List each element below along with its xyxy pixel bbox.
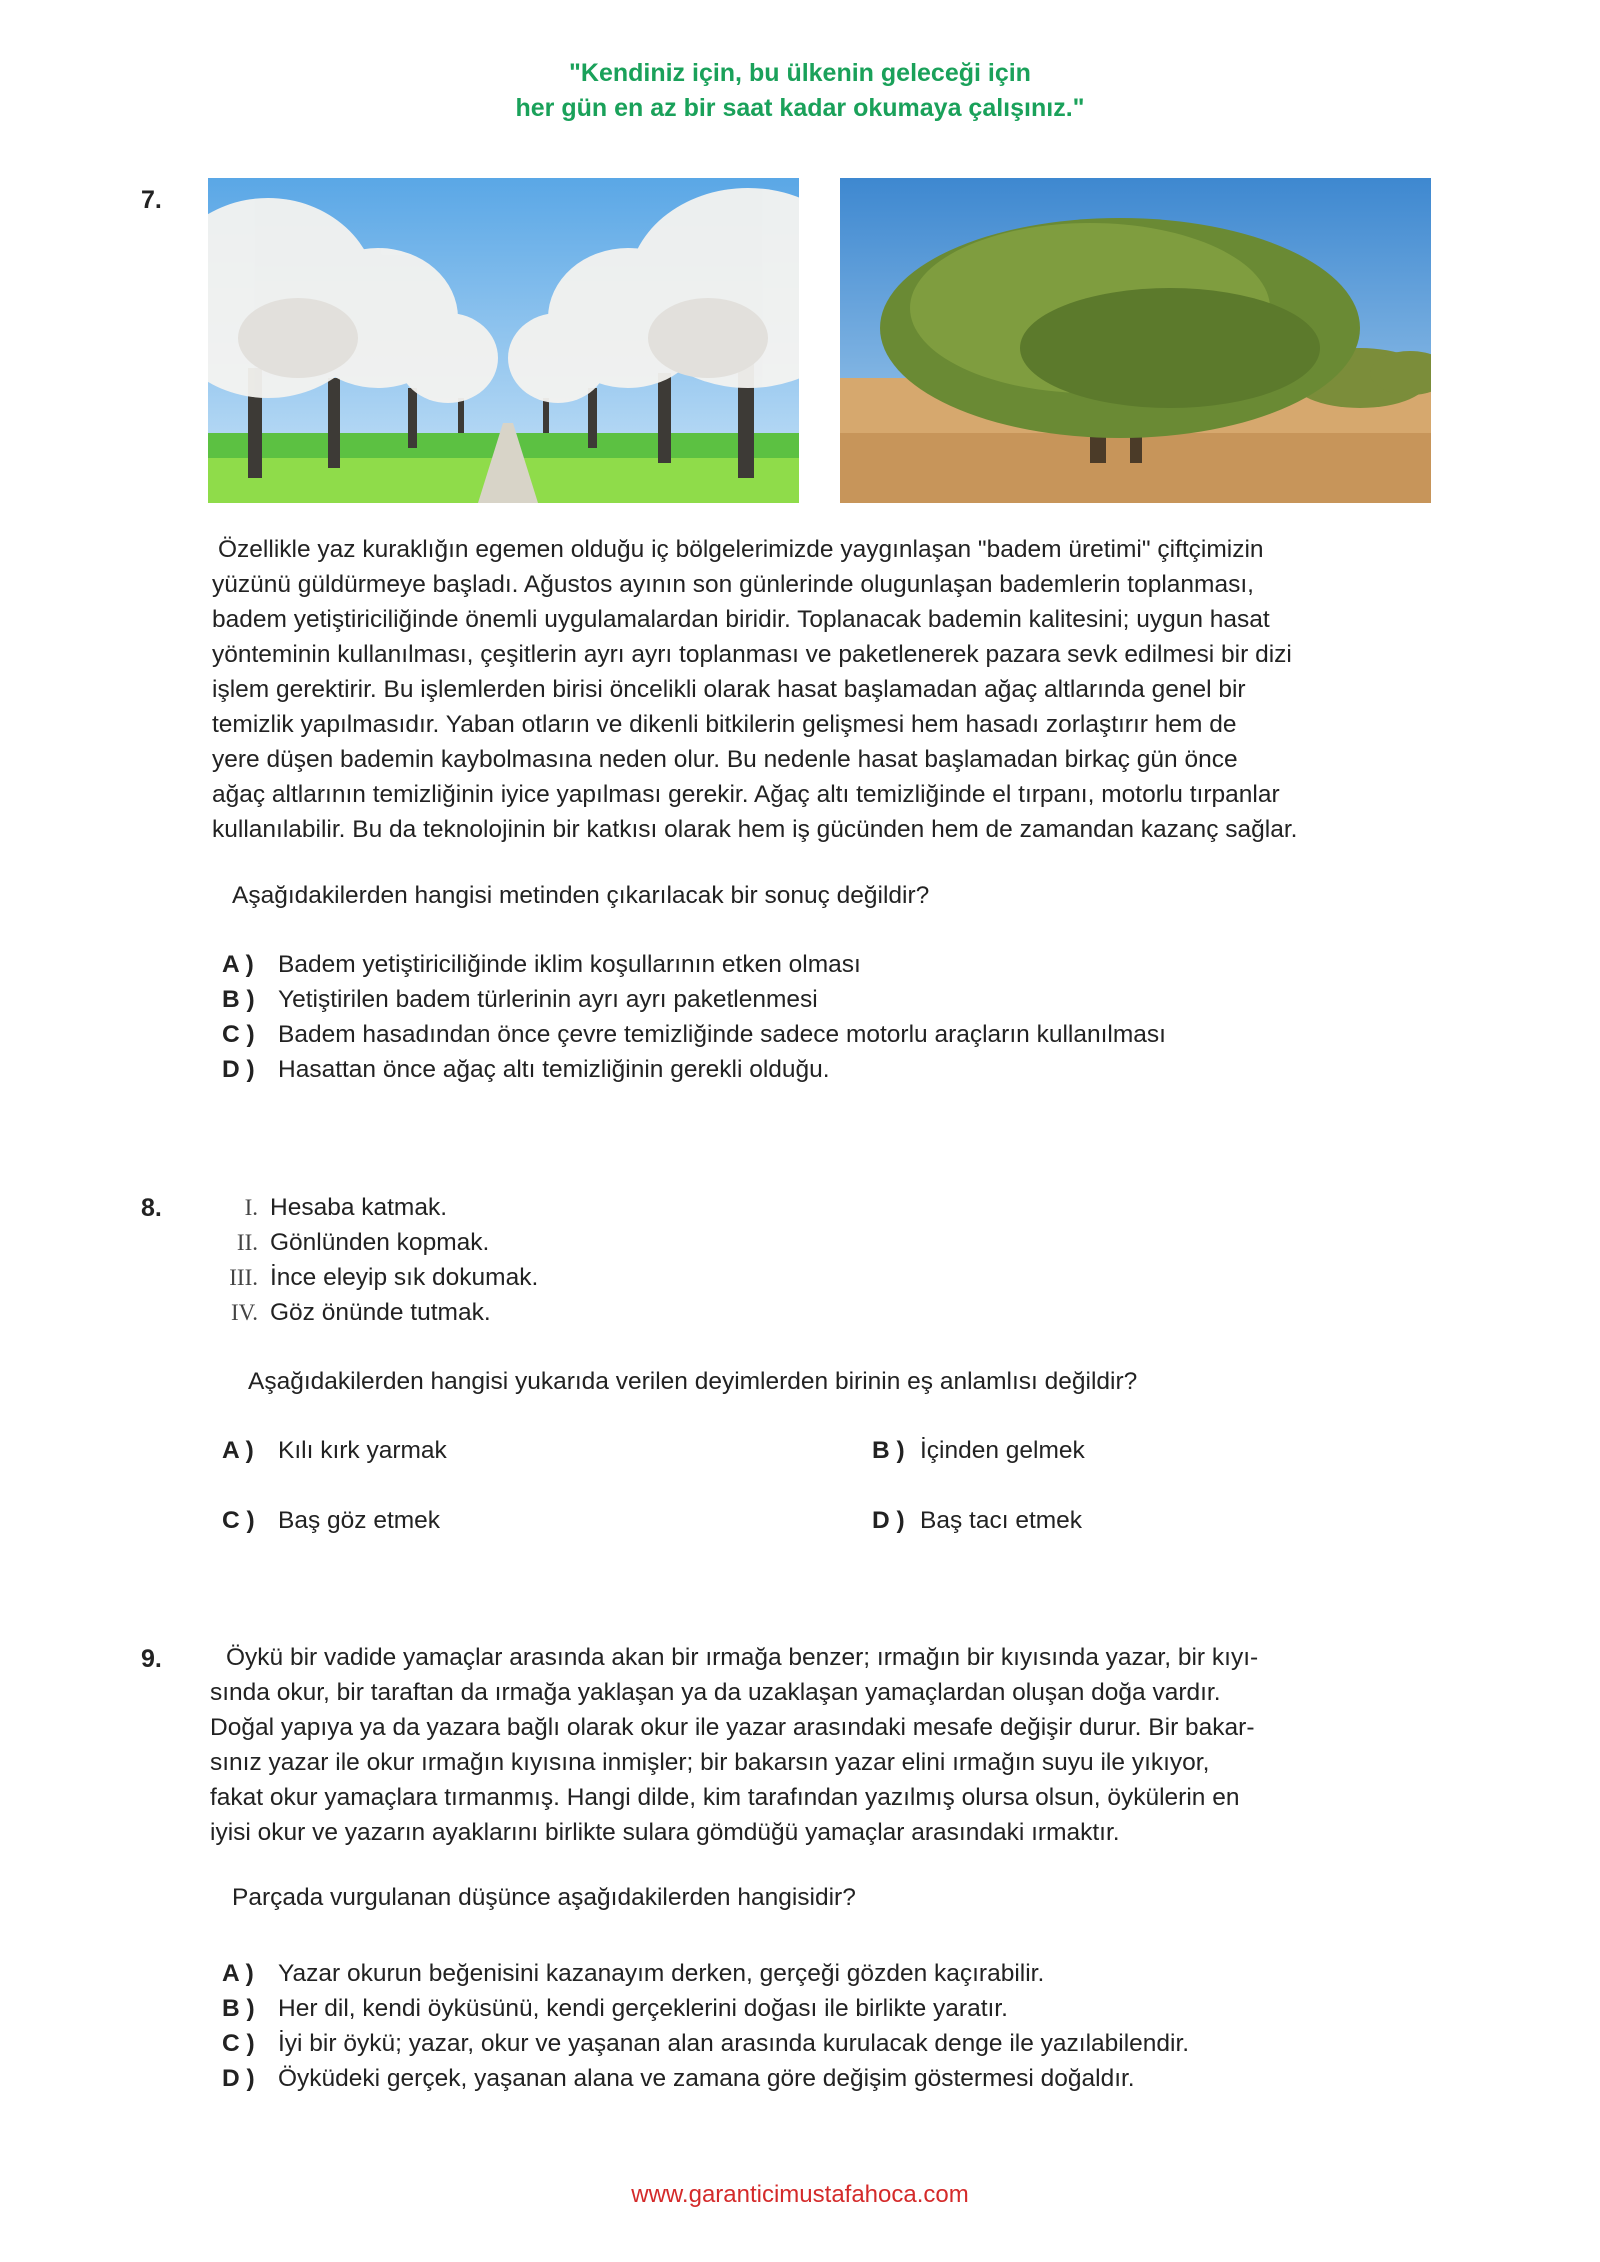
- passage-line: yüzünü güldürmeye başladı. Ağustos ayının son günlerinde olugunlaşan bademlerin toplanması,: [212, 571, 1254, 598]
- header-quote: [0, 56, 1600, 126]
- passage-line: Öykü bir vadide yamaçlar arasında akan bir ırmağa benzer; ırmağın bir kıyısında yazar, bir kıyı-: [226, 1644, 1259, 1671]
- option-text: Hasattan önce ağaç altı temizliğinin gerekli olduğu.: [278, 1056, 830, 1083]
- passage-line: temizlik yapılmasıdır. Yaban otların ve dikenli bitkilerin gelişmesi hem hasadı zorlaştırır hem de: [212, 711, 1237, 738]
- option-c[interactable]: [222, 1503, 440, 1538]
- idiom-text: Gönlünden kopmak.: [270, 1229, 490, 1256]
- question-8-number: 8.: [141, 1194, 162, 1222]
- question-7-passage: [212, 532, 1297, 847]
- roman-numeral: I.: [244, 1195, 258, 1220]
- option-letter: C ): [222, 1507, 255, 1534]
- idiom-item: [206, 1190, 538, 1225]
- passage-line: sında okur, bir taraftan da ırmağa yaklaşan ya da uzaklaşan yamaçlardan oluşan doğa vardır.: [210, 1679, 1221, 1706]
- option-text: Baş tacı etmek: [920, 1507, 1083, 1534]
- option-text: Badem yetiştiriciliğinde iklim koşullarının etken olması: [278, 951, 861, 978]
- question-9-number: 9.: [141, 1645, 162, 1673]
- option-letter: C ): [222, 1021, 255, 1048]
- option-text: Kılı kırk yarmak: [278, 1437, 447, 1464]
- question-7-number: 7.: [141, 186, 162, 214]
- option-letter: D ): [872, 1507, 905, 1534]
- option-d[interactable]: [222, 1052, 1166, 1087]
- option-text: Baş göz etmek: [278, 1507, 441, 1534]
- question-8-idiom-list: [206, 1190, 538, 1330]
- option-a[interactable]: [222, 1956, 1189, 1991]
- option-text: Badem hasadından önce çevre temizliğinde sadece motorlu araçların kullanılması: [278, 1021, 1166, 1048]
- option-letter: B ): [872, 1437, 905, 1464]
- option-letter: A ): [222, 951, 254, 978]
- option-b[interactable]: [222, 982, 1166, 1017]
- idiom-text: İnce eleyip sık dokumak.: [270, 1264, 539, 1291]
- idiom-item: [206, 1295, 538, 1330]
- passage-line: Özellikle yaz kuraklığın egemen olduğu iç bölgelerimizde yaygınlaşan "badem üretimi" çiftçimizin: [218, 536, 1264, 563]
- option-text: Yetiştirilen badem türlerinin ayrı ayrı paketlenmesi: [278, 986, 818, 1013]
- question-9-prompt: Parçada vurgulanan düşünce aşağıdakilerden hangisidir?: [232, 1884, 856, 1911]
- header-line-2: her gün en az bir saat kadar okumaya çalışınız.": [515, 94, 1085, 122]
- idiom-text: Göz önünde tutmak.: [270, 1299, 491, 1326]
- option-d[interactable]: [222, 2061, 1189, 2096]
- option-b[interactable]: [872, 1433, 1085, 1468]
- roman-numeral: II.: [236, 1230, 258, 1255]
- passage-line: sınız yazar ile okur ırmağın kıyısına inmişler; bir bakarsın yazar elini ırmağın suyu ile yıkıyor,: [210, 1749, 1210, 1776]
- option-b[interactable]: [222, 1991, 1189, 2026]
- question-7-options: [222, 947, 1166, 1087]
- passage-line: işlem gerektirir. Bu işlemlerden birisi öncelikli olarak hasat başlamadan ağaç altlarında genel bir: [212, 676, 1246, 703]
- option-a[interactable]: [222, 947, 1166, 982]
- roman-numeral: IV.: [230, 1300, 258, 1325]
- passage-line: yere düşen bademin kaybolmasına neden olur. Bu nedenle hasat başlamadan birkaç gün önce: [212, 746, 1238, 773]
- footer-website-link[interactable]: www.garanticimustafahoca.com: [631, 2181, 969, 2208]
- passage-line: yönteminin kullanılması, çeşitlerin ayrı ayrı toplanması ve paketlenerek pazara sevk edilmesi bir dizi: [212, 641, 1292, 668]
- option-text: Her dil, kendi öyküsünü, kendi gerçeklerini doğası ile birlikte yaratır.: [278, 1995, 1008, 2022]
- option-c[interactable]: [222, 1017, 1166, 1052]
- option-text: Öyküdeki gerçek, yaşanan alana ve zamana göre değişim göstermesi doğaldır.: [278, 2065, 1135, 2092]
- option-c[interactable]: [222, 2026, 1189, 2061]
- option-letter: D ): [222, 1056, 255, 1083]
- almond-orchard-blossom-photo: [208, 178, 799, 503]
- option-a[interactable]: [222, 1433, 447, 1468]
- passage-line: fakat okur yamaçlara tırmanmış. Hangi dilde, kim tarafından yazılmış olursa olsun, öykülerin en: [210, 1784, 1240, 1811]
- option-text: İyi bir öykü; yazar, okur ve yaşanan alan arasında kurulacak denge ile yazılabilendir.: [278, 2030, 1190, 2057]
- option-text: İçinden gelmek: [920, 1437, 1085, 1464]
- idiom-item: [206, 1225, 538, 1260]
- option-letter: D ): [222, 2065, 255, 2092]
- option-letter: B ): [222, 986, 255, 1013]
- passage-line: badem yetiştiriciliğinde önemli uygulamalardan biridir. Toplanacak bademin kalitesini; uygun hasat: [212, 606, 1270, 633]
- option-letter: A ): [222, 1437, 254, 1464]
- option-letter: C ): [222, 2030, 255, 2057]
- roman-numeral: III.: [229, 1265, 258, 1290]
- idiom-item: [206, 1260, 538, 1295]
- idiom-text: Hesaba katmak.: [270, 1194, 448, 1221]
- option-letter: B ): [222, 1995, 255, 2022]
- passage-line: ağaç altlarının temizliğinin iyice yapılması gerekir. Ağaç altı temizliğinde el tırpanı, motorlu tırpanlar: [212, 781, 1280, 808]
- question-9-options: [222, 1956, 1189, 2096]
- option-d[interactable]: [872, 1503, 1082, 1538]
- question-7-prompt: Aşağıdakilerden hangisi metinden çıkarılacak bir sonuç değildir?: [232, 882, 930, 909]
- option-letter: A ): [222, 1960, 254, 1987]
- option-text: Yazar okurun beğenisini kazanayım derken, gerçeği gözden kaçırabilir.: [278, 1960, 1045, 1987]
- almond-tree-field-photo: [840, 178, 1431, 503]
- question-8-prompt: Aşağıdakilerden hangisi yukarıda verilen deyimlerden birinin eş anlamlısı değildir?: [248, 1368, 1138, 1395]
- passage-line: Doğal yapıya ya da yazara bağlı olarak okur ile yazar arasındaki mesafe değişir durur. Bir bakar-: [210, 1714, 1255, 1741]
- passage-line: kullanılabilir. Bu da teknolojinin bir katkısı olarak hem iş gücünden hem de zamandan kazanç sağlar.: [212, 816, 1298, 843]
- header-line-1: "Kendiniz için, bu ülkenin geleceği için: [569, 59, 1031, 87]
- passage-line: iyisi okur ve yazarın ayaklarını birlikte sulara gömdüğü yamaçlar arasındaki ırmaktır.: [210, 1819, 1120, 1846]
- question-9-passage: [210, 1640, 1258, 1850]
